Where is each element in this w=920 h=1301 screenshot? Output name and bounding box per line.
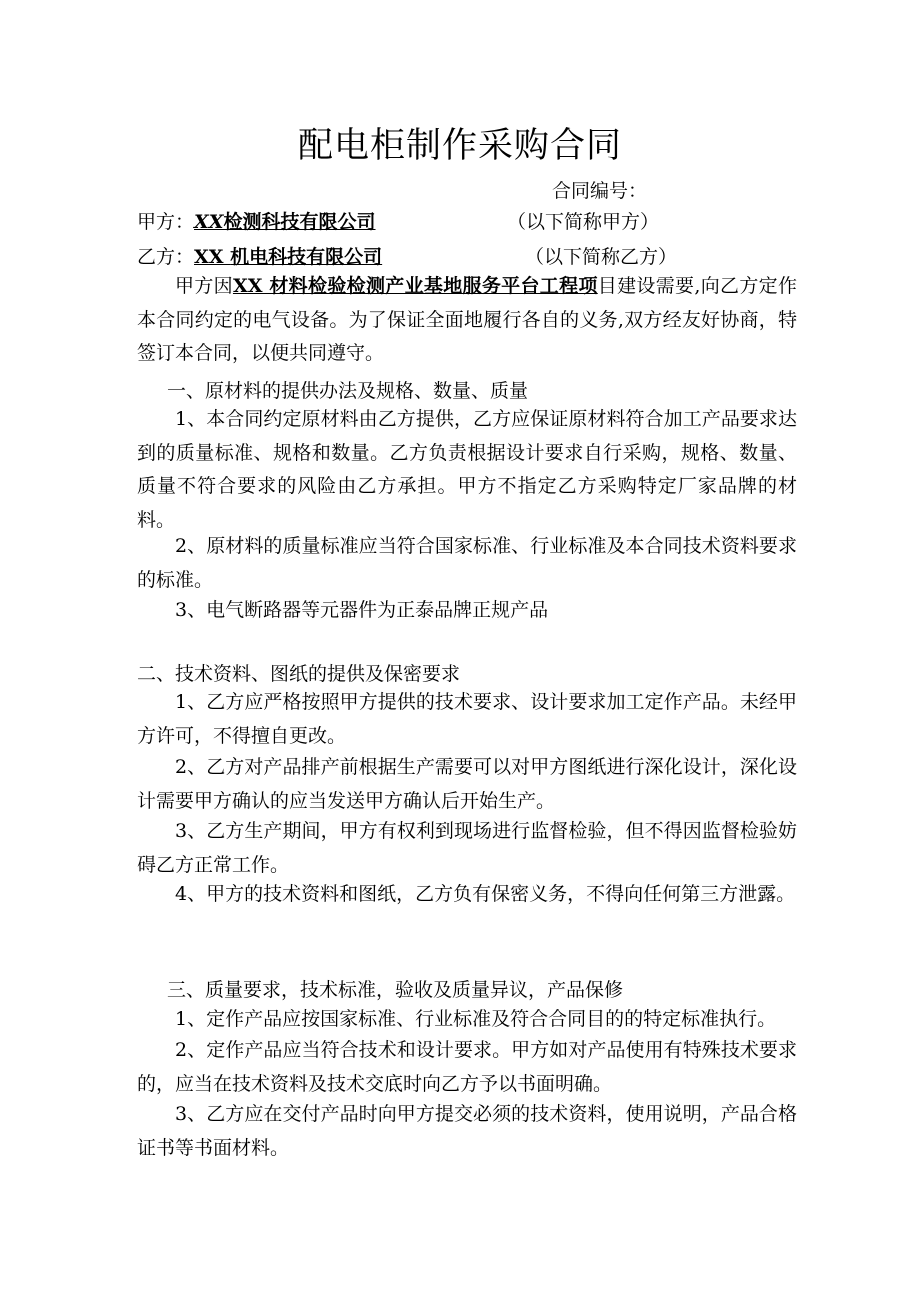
contract-number-label: 合同编号： bbox=[552, 180, 648, 202]
section1-item-2: 2、原材料的质量标准应当符合国家标准、行业标准及本合同技术资料要求的标准。 bbox=[137, 535, 797, 591]
intro-pre: 甲方因 bbox=[175, 275, 233, 297]
party-b-name bbox=[194, 246, 382, 268]
section3-heading: 三、质量要求，技术标准，验收及质量异议，产品保修 bbox=[167, 979, 624, 1001]
section1-item-1: 1、本合同约定原材料由乙方提供，乙方应保证原材料符合加工产品要求达到的质量标准、规格和数量。乙方负责根据设计要求自行采购，规格、数量、质量不符合要求的风险由乙方承担。甲方不指定乙方采购特定厂家品牌的材料。 bbox=[137, 408, 797, 531]
section3-item-1: 1、定作产品应按国家标准、行业标准及符合合同目的的特定标准执行。 bbox=[175, 1008, 777, 1030]
section2-item-4: 4、甲方的技术资料和图纸，乙方负有保密义务，不得向任何第三方泄露。 bbox=[175, 883, 796, 905]
section2-item-2: 2、乙方对产品排产前根据生产需要可以对甲方图纸进行深化设计，深化设计需要甲方确认的应当发送甲方确认后开始生产。 bbox=[137, 756, 797, 812]
party-b-label: 乙方： bbox=[137, 246, 195, 268]
party-a-name-text: 检测科技有限公司 bbox=[223, 211, 376, 233]
party-a-line bbox=[137, 207, 660, 234]
section1-heading: 一、原材料的提供办法及规格、数量、质量 bbox=[167, 380, 529, 402]
party-b-name-text: 机电科技有限公司 bbox=[230, 246, 383, 268]
section2-item-3: 3、乙方生产期间，甲方有权利到现场进行监督检验，但不得因监督检验妨碍乙方正常工作。 bbox=[137, 820, 797, 876]
party-a-name-prefix: XX bbox=[194, 211, 224, 233]
party-a-label: 甲方： bbox=[137, 211, 195, 233]
section2-heading: 二、技术资料、图纸的提供及保密要求 bbox=[137, 663, 461, 685]
intro-paragraph bbox=[137, 270, 797, 371]
intro-project-name: XX 材料检验检测产业基地服务平台工程项 bbox=[232, 275, 598, 297]
section3-item-2: 2、定作产品应当符合技术和设计要求。甲方如对产品使用有特殊技术要求的，应当在技术资料及技术交底时向乙方予以书面明确。 bbox=[137, 1039, 797, 1095]
section2-item-1: 1、乙方应严格按照甲方提供的技术要求、设计要求加工定作产品。未经甲方许可，不得擅自更改。 bbox=[137, 691, 797, 747]
party-a-name bbox=[194, 211, 376, 233]
section1-item-3: 3、电气断路器等元器件为正泰品牌正规产品 bbox=[175, 599, 549, 621]
intro-post: 目建设需要,向乙方定作本合同约定的电气设备。为了保证全面地履行各自的义务,双方经友好协商，特签订本合同，以便共同遵守。 bbox=[137, 275, 797, 364]
document-title: 配电柜制作采购合同 bbox=[297, 126, 622, 166]
party-b-line bbox=[137, 242, 678, 269]
party-b-abbreviation: （以下简称乙方） bbox=[525, 246, 678, 268]
party-b-name-prefix: XX bbox=[194, 246, 231, 268]
party-a-abbreviation: （以下简称甲方） bbox=[507, 211, 660, 233]
section3-item-3: 3、乙方应在交付产品时向甲方提交必须的技术资料，使用说明，产品合格证书等书面材料。 bbox=[137, 1103, 797, 1159]
